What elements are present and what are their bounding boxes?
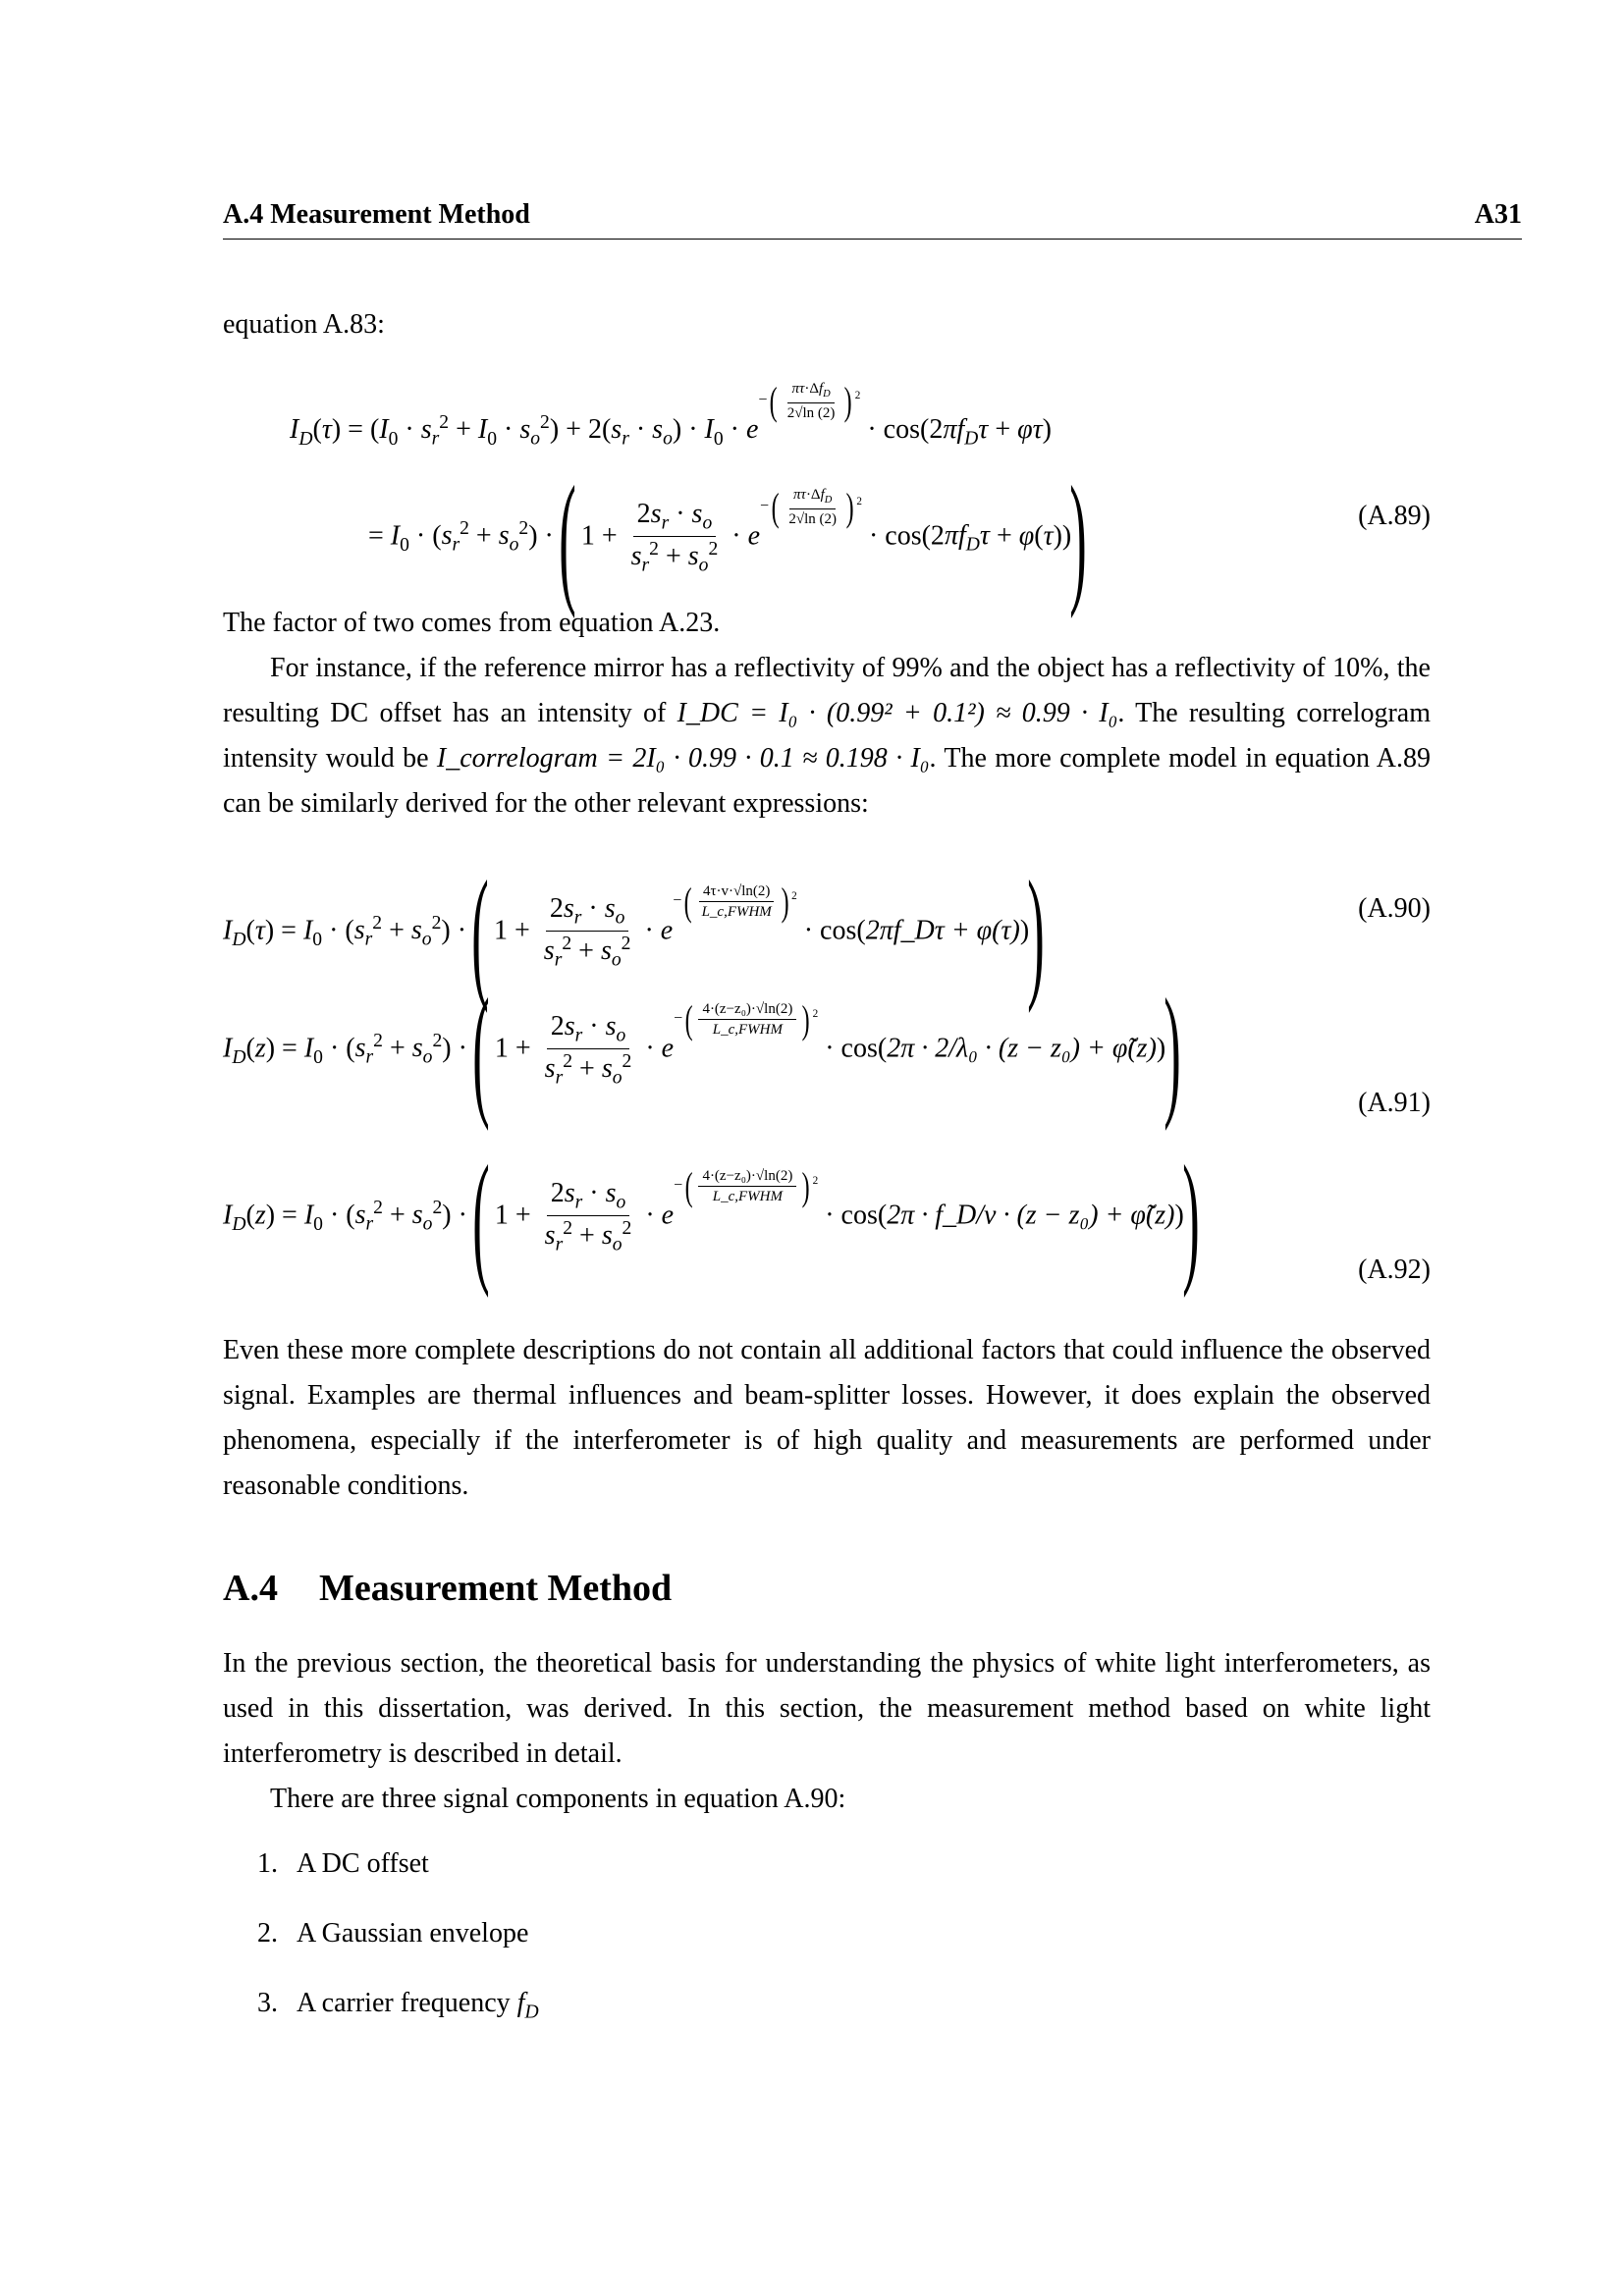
equation-number: (A.90) (1358, 893, 1431, 924)
running-head (223, 199, 1522, 240)
exponent-denominator: L_c,FWHM (712, 1189, 783, 1205)
exponent-denominator: L_c,FWHM (712, 1022, 783, 1039)
paragraph: Even these more complete descriptions do not contain all additional factors that could influence the observed signal. Examples are thermal influences and beam-splitter losses. However, it does explain the observed phenomena, especially if the interferometer is of high quality and measurements are performed under reasonable conditions. (223, 1335, 1431, 1501)
cos-argument: 2π · f_D/v · (z − z₀) + φ̃(z) (887, 1200, 1175, 1231)
inline-math: I_correlogram = 2I₀ · 0.99 · 0.1 ≈ 0.198 · I₀ (436, 743, 930, 774)
equation-number: (A.91) (1358, 1088, 1431, 1118)
list-item (257, 1848, 429, 1880)
list-item (257, 1918, 528, 1949)
intro-line: equation A.83: (223, 309, 385, 340)
list-number: 1. (257, 1848, 278, 1879)
paragraph-text: . The resulting correlogram intensity would be (223, 698, 1432, 774)
eq-A90-body: $I_D(\tau) = I_0 \cdot (s_r^2 + s_o^2)$ · ( 1 + $\frac{2s_r \cdot s_o}{s_r^2 + s_o^2}$ · e−( $\frac{4\tau\cdot v\cdot√\ln(2)}{\text{L\_c,FWHM}}$ ) $^2$ · cos(2πf_Dτ + φ(τ))) (223, 851, 1045, 1014)
section-heading (223, 1567, 672, 1610)
inline-math: I_DC = I₀ · (0.99² + 0.1²) ≈ 0.99 · I₀ (677, 698, 1118, 728)
list-text: A Gaussian envelope (297, 1918, 529, 1949)
paragraph-text: . The more complete model in equation A.89 can be similarly derived for the other relevant expressions: (223, 743, 1431, 819)
paragraph: The factor of two comes from equation A.23. (223, 608, 721, 638)
eq-A89-line1: $I_D(\tau) = (I_0 \cdot s_r^2 + I_0 \cdot s_o^2) + 2(s_r \cdot s_o) \cdot I_0 \cdot e-$( $\frac{\pi\tau\cdot\Delta f_D}{2√\ln (2)}$ ) $^2 \cdot \cos(2\pi f_D\tau + \varphi\tau)$ (290, 379, 1052, 450)
exponent-numerator: 4τ·v·√ln(2) (699, 883, 774, 903)
eq-A92-body: $I_D(z) = I_0 \cdot (s_r^2 + s_o^2)$ · ( 1 + $\frac{2s_r \cdot s_o}{s_r^2 + s_o^2}$ · e−( $\frac{\text{4·(z−z₀)·√ln(2)}}{\text{L\_c,FWHM}}$ ) $^2$ · cos(2π · f_D/v · (z − z₀) + φ̃(z))) (223, 1136, 1200, 1299)
exponent-denominator: L_c,FWHM (701, 904, 772, 921)
exponent-numerator: 4·(z−z₀)·√ln(2) (698, 1001, 796, 1021)
paragraph: There are three signal components in equation A.90: (270, 1784, 846, 1814)
running-head-title: A.4 Measurement Method (223, 199, 530, 230)
eq-A91-body: $I_D(z) = I_0 \cdot (s_r^2 + s_o^2)$ · ( 1 + $\frac{2s_r \cdot s_o}{s_r^2 + s_o^2}$ · e−( $\frac{\text{4·(z−z₀)·√ln(2)}}{\text{L\_c,FWHM}}$ ) $^2$ · cos(2π · 2/λ₀ · (z − z₀) + φ̃(z))) (223, 969, 1181, 1132)
paragraph-text: For instance, if the reference mirror has a reflectivity of 99% and the object has a reflectivity of 10%, the resulting DC offset has an intensity of (223, 653, 1431, 728)
list-text: A carrier frequency (297, 1988, 517, 2018)
list-number: 3. (257, 1988, 278, 2018)
cos-argument: 2π · 2/λ₀ · (z − z₀) + φ̃(z) (887, 1033, 1157, 1064)
inline-math: $f_D$ (516, 1988, 539, 2023)
cos-argument: 2πf_Dτ + φ(τ) (865, 915, 1020, 946)
exponent-numerator: 4·(z−z₀)·√ln(2) (698, 1168, 796, 1188)
equation-number: (A.92) (1358, 1255, 1431, 1285)
list-text: A DC offset (297, 1848, 429, 1879)
page-number: A31 (1474, 199, 1522, 230)
list-number: 2. (257, 1918, 278, 1949)
equation-A91 (223, 969, 1431, 1132)
equation-A89-line2 (223, 456, 1431, 619)
paragraph (223, 646, 1431, 827)
list-item (257, 1988, 539, 2024)
eq-A89-line2: = $I_0 \cdot (s_r^2 + s_o^2)$ · ( 1 + $\frac{2s_r \cdot s_o}{s_r^2 + s_o^2}$ · e−( $\frac{\pi\tau\cdot\Delta f_D}{2√\ln (2)}$ ) $^2 \cdot \cos(2\pi f_D\tau + \varphi(\tau))$) (368, 456, 1087, 619)
equation-A92 (223, 1136, 1431, 1299)
equation-A89-line1 (223, 378, 1431, 450)
paragraph: In the previous section, the theoretical basis for understanding the physics of white light interferometers, as used in this dissertation, was derived. In this section, the measurement method based on white light interferometry is described in detail. (223, 1648, 1431, 1769)
section-title: Measurement Method (319, 1568, 673, 1609)
equation-number: (A.89) (1358, 501, 1431, 531)
section-number: A.4 (223, 1568, 278, 1609)
